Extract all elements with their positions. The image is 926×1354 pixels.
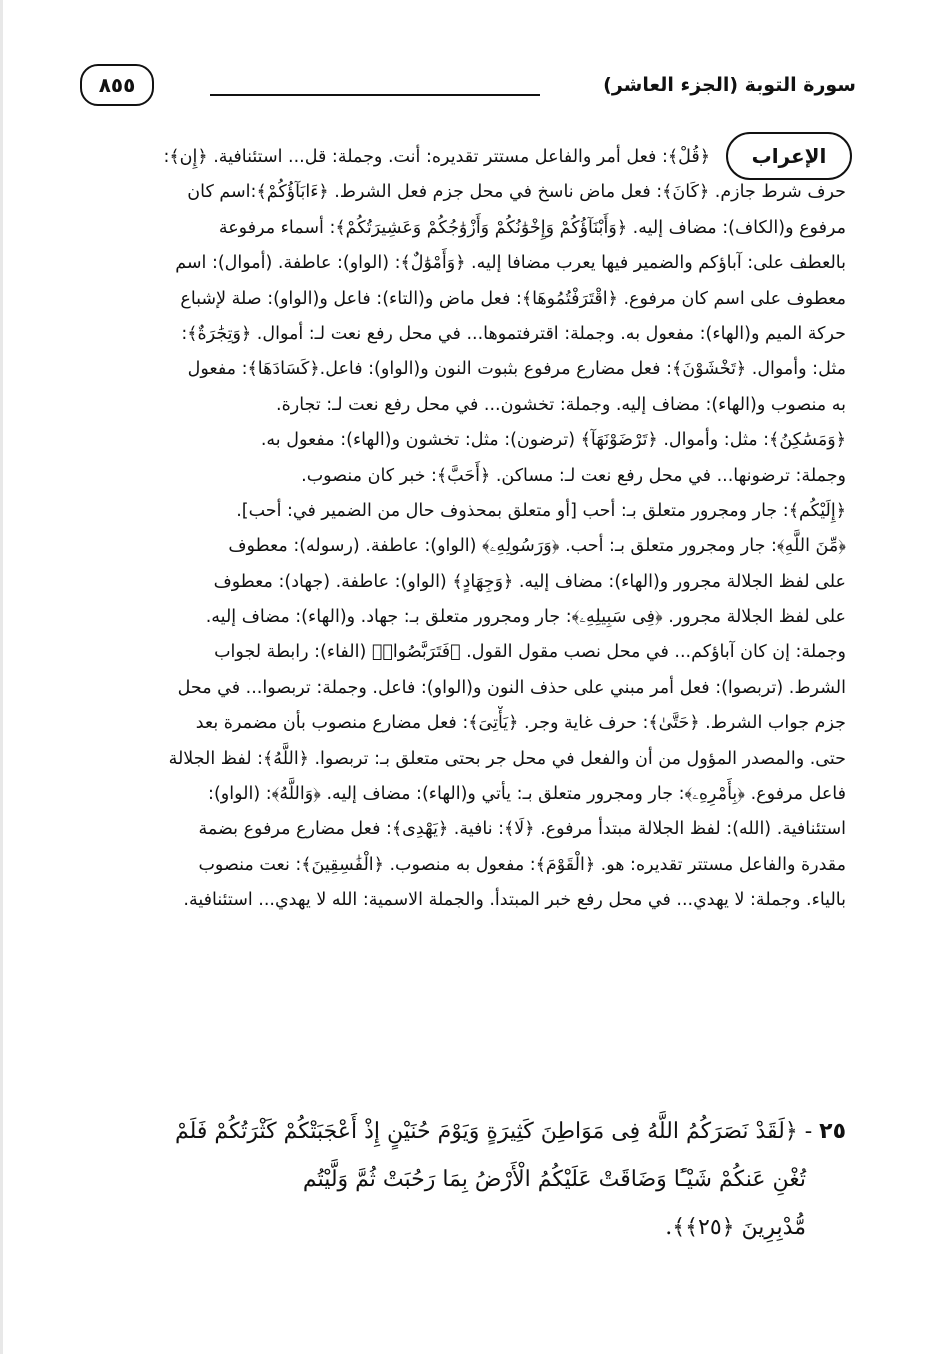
text-line bbox=[76, 989, 846, 1024]
text-line bbox=[76, 1060, 846, 1095]
page-number: ٨٥٥ bbox=[80, 64, 154, 106]
verse-text: ﴿لَقَدْ نَصَرَكُمُ اللَّهُ فِى مَوَاطِنَ كَثِيرَةٍ وَيَوْمَ حُنَيْنٍ إِذْ أَعْجَبَتْكُمْ كَثْرَتُكُمْ فَلَمْ bbox=[175, 1119, 798, 1144]
text-line: حرف شرط جازم. ﴿كَانَ﴾: فعل ماض ناسخ في محل جزم فعل الشرط. ﴿ءَابَآؤُكُمْ﴾:اسم كان bbox=[187, 182, 846, 203]
text-line bbox=[76, 1025, 846, 1060]
verse-line: تُغْنِ عَنكُمْ شَيْـًٔا وَضَاقَتْ عَلَيْكُمُ الْأَرْضُ بِمَا رَحُبَتْ ثُمَّ وَلَّيْتُم bbox=[302, 1167, 806, 1192]
scan-edge bbox=[0, 0, 3, 1354]
text-line: ﴿إِلَيْكُم﴾: جار ومجرور متعلق بـ: أحب [أو متعلق بمحذوف حال من الضمير في: أحب]. bbox=[236, 500, 846, 521]
text-line: على لفظ الجلالة مجرور. ﴿فِى سَبِيلِهِۦ﴾: جار ومجرور متعلق بـ: جهاد. و(الهاء): مضاف إليه. bbox=[205, 607, 846, 628]
verse-number: ٢٥ bbox=[819, 1119, 846, 1144]
text-line: الشرط. (تربصوا): فعل أمر مبني على حذف النون و(الواو): فاعل. وجملة: تربصوا... في محل bbox=[177, 677, 846, 698]
irab-section-label: الإعراب bbox=[726, 132, 852, 180]
verse-line: مُّدْبِرِينَ ﴿٢٥﴾﴾. bbox=[665, 1215, 806, 1240]
header-rule bbox=[210, 94, 540, 96]
text-line: استئنافية. (الله): لفظ الجلالة مبتدأ مرفوع. ﴿لَا﴾: نافية. ﴿يَهْدِى﴾: فعل مضارع مرفوع بضمة bbox=[198, 819, 846, 840]
text-line: وجملة: إن كان آباؤكم... في محل نصب مقول القول. ﴿فَتَرَبَّصُوا۟﴾ (الفاء): رابطة لجواب bbox=[214, 642, 846, 663]
text-line: ﴿وَمَسَٰكِنُ﴾: مثل: وأموال. ﴿تَرْضَوْنَهَآ﴾ (ترضون): مثل: تخشون و(الهاء): مفعول به. bbox=[260, 430, 846, 451]
quran-verse bbox=[70, 1108, 846, 1252]
text-line: مثل: وأموال. ﴿تَخْشَوْنَ﴾: فعل مضارع مرفوع بثبوت النون و(الواو): فاعل.﴿كَسَادَهَا﴾: مفعول bbox=[187, 359, 846, 380]
text-line: ﴿قُلْ﴾: فعل أمر والفاعل مستتر تقديره: أنت. وجملة: قل... استئنافية. ﴿إِن﴾: bbox=[163, 147, 710, 167]
text-line: ﴿مِّنَ اللَّهِ﴾: جار ومجرور متعلق بـ: أحب. ﴿وَرَسُولِهِۦ﴾ (الواو): عاطفة. (رسوله): معطوف bbox=[228, 536, 846, 557]
irab-text bbox=[76, 140, 846, 1096]
text-line: معطوف على اسم كان مرفوع. ﴿اقْتَرَفْتُمُوهَا﴾: فعل ماض و(التاء): فاعل و(الواو): صلة لإشباع bbox=[180, 288, 846, 309]
text-line: به منصوب و(الهاء): مضاف إليه. وجملة: تخشون... في محل رفع نعت لـ: تجارة. bbox=[276, 394, 846, 415]
text-line: جزم جواب الشرط. ﴿حَتَّىٰ﴾: حرف غاية وجر. ﴿يَأْتِىَ﴾: فعل مضارع منصوب بأن مضمرة بعد bbox=[195, 713, 846, 734]
text-line: فاعل مرفوع. ﴿بِأَمْرِهِۦ﴾: جار ومجرور متعلق بـ: يأتي و(الهاء): مضاف إليه. ﴿وَاللَّهُ﴾: (الواو): bbox=[208, 784, 846, 805]
text-line: مقدرة والفاعل مستتر تقديره: هو. ﴿الْقَوْمَ﴾: مفعول به منصوب. ﴿الْفَٰسِقِينَ﴾: نعت منصوب bbox=[198, 854, 846, 875]
page-header bbox=[70, 64, 856, 110]
text-line: بالعطف على: آباؤكم والضمير فيها يعرب مضافا إليه. ﴿وَأَمْوَٰلٌ﴾: (الواو): عاطفة. (أموال): اسم bbox=[175, 253, 846, 274]
text-line: على لفظ الجلالة مجرور و(الهاء): مضاف إليه. ﴿وَجِهَادٍ﴾ (الواو): عاطفة. (جهاد): معطوف bbox=[213, 571, 846, 592]
surah-title: سورة التوبة (الجزء العاشر) bbox=[603, 74, 856, 96]
text-line: حركة الميم و(الهاء): مفعول به. وجملة: اقترفتموها... في محل رفع نعت لـ: أموال. ﴿وَتِجَٰرَةٌ﴾: bbox=[181, 323, 846, 344]
text-line bbox=[76, 954, 846, 989]
text-line: بالياء. وجملة: لا يهدي... في محل رفع خبر المبتدأ. والجملة الاسمية: الله لا يهدي... استئنافية. bbox=[183, 890, 846, 911]
text-line: مرفوع و(الكاف): مضاف إليه. ﴿وَأَبْنَآؤُكُمْ وَإِخْوَٰنُكُمْ وَأَزْوَٰجُكُمْ وَعَشِيرَتُكُمْ﴾: أسماء مرفوعة bbox=[218, 217, 846, 238]
text-line: حتى. والمصدر المؤول من أن والفعل في محل جر بحتى متعلق بـ: تربصوا. ﴿اللَّهُ﴾: لفظ الجلالة bbox=[168, 748, 846, 769]
verse-line: ٢٥ - ﴿لَقَدْ نَصَرَكُمُ اللَّهُ فِى مَوَاطِنَ كَثِيرَةٍ وَيَوْمَ حُنَيْنٍ إِذْ أَعْجَبَتْكُمْ كَثْرَتُكُمْ فَلَمْ bbox=[175, 1119, 846, 1144]
text-line bbox=[76, 919, 846, 954]
text-line: وجملة: ترضونها... في محل رفع نعت لـ: مساكن. ﴿أَحَبَّ﴾: خبر كان منصوب. bbox=[301, 465, 846, 486]
